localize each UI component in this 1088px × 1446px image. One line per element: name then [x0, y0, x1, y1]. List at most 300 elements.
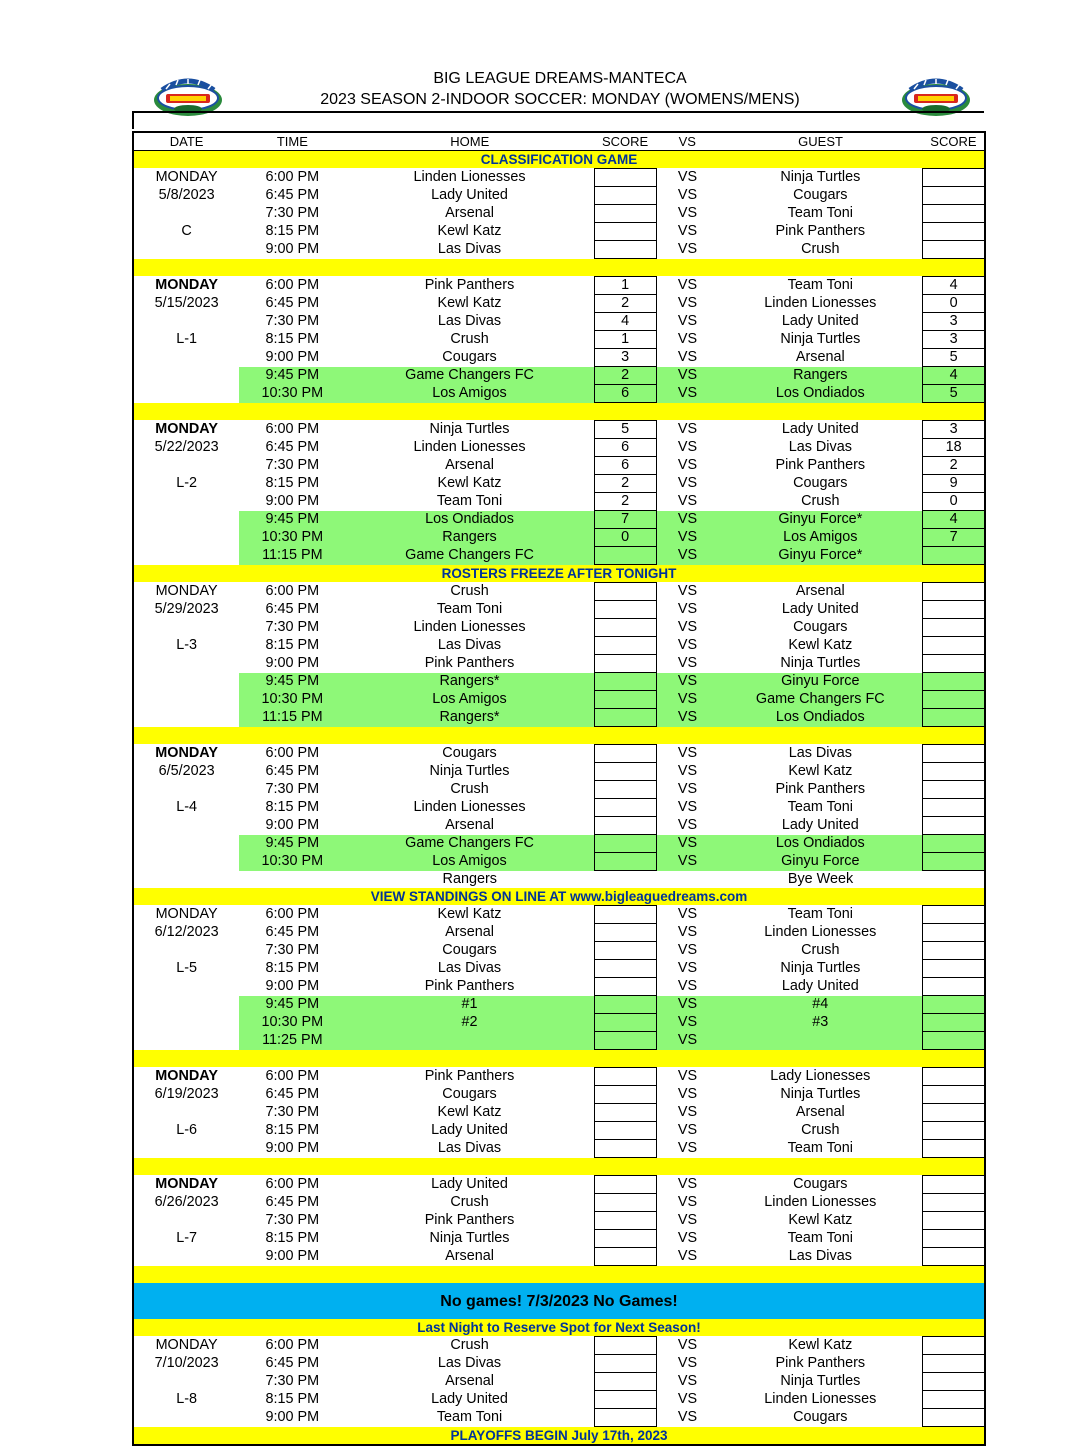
- game-row: [133, 655, 985, 673]
- spacer-cell: [133, 1266, 985, 1284]
- home-score: [594, 1212, 656, 1230]
- guest-score: 3: [923, 421, 985, 439]
- guest-score: [923, 205, 985, 223]
- home-score: [594, 1032, 656, 1050]
- guest-team: Ninja Turtles: [780, 655, 861, 671]
- home-team: Pink Panthers: [424, 1068, 515, 1084]
- date-cell: MONDAY: [155, 745, 218, 761]
- vs-label: VS: [677, 817, 698, 833]
- vs-label: VS: [656, 367, 718, 385]
- home-team: Crush: [450, 781, 489, 797]
- guest-score: 0: [923, 493, 985, 511]
- home-score: [594, 583, 656, 601]
- game-row: [133, 1176, 985, 1194]
- date-cell: [133, 457, 239, 475]
- guest-score: [923, 853, 985, 871]
- time-cell: 9:00 PM: [265, 817, 320, 833]
- game-row: [133, 277, 985, 295]
- game-row: [133, 1248, 985, 1266]
- vs-label: VS: [677, 799, 698, 815]
- date-cell: [133, 205, 239, 223]
- date-cell: L-4: [176, 799, 198, 815]
- date-cell: [133, 511, 239, 529]
- home-team: Crush: [450, 331, 489, 347]
- home-team: Kewl Katz: [437, 906, 502, 922]
- home-team: Arsenal: [445, 1373, 494, 1389]
- date-cell: MONDAY: [155, 1068, 218, 1084]
- time-cell: 9:00 PM: [265, 1248, 320, 1264]
- guest-score: [923, 1068, 985, 1086]
- header-guest: GUEST: [718, 132, 922, 151]
- game-row: [133, 385, 985, 403]
- vs-label: VS: [677, 924, 698, 940]
- guest-team: [718, 1032, 922, 1050]
- banner-row: [133, 151, 985, 169]
- guest-team: Linden Lionesses: [764, 1194, 877, 1210]
- date-cell: [133, 673, 239, 691]
- guest-score: [923, 637, 985, 655]
- guest-team: Team Toni: [787, 205, 853, 221]
- guest-team: Pink Panthers: [775, 457, 866, 473]
- home-team: Ninja Turtles: [429, 763, 510, 779]
- guest-score: [923, 673, 985, 691]
- game-row: [133, 367, 985, 385]
- vs-label: VS: [677, 1212, 698, 1228]
- guest-team: Crush: [801, 1122, 840, 1138]
- home-score: [594, 619, 656, 637]
- guest-team: Team Toni: [787, 1230, 853, 1246]
- guest-team: Las Divas: [788, 1248, 852, 1264]
- guest-team: Kewl Katz: [788, 1337, 853, 1353]
- guest-score: 0: [923, 295, 985, 313]
- time-cell: 7:30 PM: [265, 1104, 320, 1120]
- home-team: Pink Panthers: [424, 277, 515, 293]
- guest-score: [923, 924, 985, 942]
- home-score: [594, 871, 656, 889]
- date-cell: 6/19/2023: [154, 1086, 219, 1102]
- game-row: [133, 1194, 985, 1212]
- date-cell: 7/10/2023: [154, 1355, 219, 1371]
- game-row: [133, 439, 985, 457]
- home-score: [594, 942, 656, 960]
- time-cell: 7:30 PM: [265, 205, 320, 221]
- home-team: Linden Lionesses: [413, 619, 526, 635]
- date-cell: [133, 313, 239, 331]
- guest-team: Las Divas: [788, 439, 852, 455]
- home-team: Kewl Katz: [437, 295, 502, 311]
- guest-score: 9: [923, 475, 985, 493]
- game-row: [133, 1391, 985, 1409]
- guest-team: Cougars: [793, 619, 848, 635]
- home-score: 0: [594, 529, 656, 547]
- guest-score: [923, 978, 985, 996]
- banner-text: VIEW STANDINGS ON LINE AT www.bigleaguedreams.com: [133, 888, 985, 906]
- home-team: Game Changers FC: [345, 547, 594, 565]
- time-cell: 6:45 PM: [265, 187, 320, 203]
- vs-label: VS: [656, 673, 718, 691]
- game-row: [133, 1122, 985, 1140]
- date-cell: [133, 996, 239, 1014]
- guest-team: Ginyu Force*: [718, 511, 922, 529]
- date-cell: L-3: [176, 637, 198, 653]
- game-row: [133, 906, 985, 924]
- date-cell: [133, 385, 239, 403]
- time-cell: 7:30 PM: [265, 457, 320, 473]
- vs-label: VS: [656, 1014, 718, 1032]
- time-cell: 8:15 PM: [265, 1122, 320, 1138]
- home-score: [594, 781, 656, 799]
- vs-label: VS: [656, 1032, 718, 1050]
- date-cell: MONDAY: [155, 277, 218, 293]
- date-cell: [133, 871, 239, 889]
- home-team: Linden Lionesses: [413, 799, 526, 815]
- time-cell: 7:30 PM: [265, 1212, 320, 1228]
- time-cell: 10:30 PM: [239, 1014, 345, 1032]
- time-cell: 7:30 PM: [265, 313, 320, 329]
- vs-label: VS: [656, 709, 718, 727]
- home-team: Arsenal: [445, 817, 494, 833]
- date-cell: L-8: [176, 1391, 198, 1407]
- vs-label: VS: [677, 205, 698, 221]
- home-team: Ninja Turtles: [429, 421, 510, 437]
- home-score: 6: [594, 385, 656, 403]
- vs-label: VS: [677, 493, 698, 509]
- guest-score: [923, 691, 985, 709]
- home-score: [594, 1122, 656, 1140]
- game-row: [133, 223, 985, 241]
- spacer-cell: [133, 727, 985, 745]
- home-team: Team Toni: [436, 493, 503, 509]
- header-time: TIME: [239, 132, 345, 151]
- vs-label: VS: [677, 313, 698, 329]
- home-score: [594, 817, 656, 835]
- game-row: [133, 1014, 985, 1032]
- date-cell: [133, 349, 239, 367]
- home-score: 7: [594, 511, 656, 529]
- guest-team: Las Divas: [788, 745, 852, 761]
- home-team: Game Changers FC: [345, 367, 594, 385]
- game-row: [133, 421, 985, 439]
- home-score: [594, 1409, 656, 1427]
- guest-score: [923, 1086, 985, 1104]
- time-cell: 6:45 PM: [265, 601, 320, 617]
- home-team: Rangers: [345, 529, 594, 547]
- vs-label: VS: [677, 1086, 698, 1102]
- home-team: Rangers*: [345, 709, 594, 727]
- guest-score: 7: [923, 529, 985, 547]
- home-team: Game Changers FC: [345, 835, 594, 853]
- home-team: Linden Lionesses: [413, 439, 526, 455]
- guest-score: [923, 906, 985, 924]
- date-cell: [133, 817, 239, 835]
- vs-label: VS: [656, 385, 718, 403]
- date-cell: 6/5/2023: [158, 763, 215, 779]
- home-score: 5: [594, 421, 656, 439]
- date-cell: [133, 493, 239, 511]
- home-score: [594, 1355, 656, 1373]
- vs-label: VS: [677, 439, 698, 455]
- home-score: 2: [594, 295, 656, 313]
- home-score: 6: [594, 439, 656, 457]
- guest-score: [923, 781, 985, 799]
- vs-label: VS: [677, 421, 698, 437]
- banner-text: No games! 7/3/2023 No Games!: [133, 1283, 985, 1319]
- date-cell: [133, 619, 239, 637]
- date-cell: [133, 529, 239, 547]
- schedule-body: [133, 151, 985, 1446]
- date-cell: MONDAY: [155, 169, 218, 185]
- home-score: 4: [594, 313, 656, 331]
- time-cell: 6:45 PM: [265, 763, 320, 779]
- time-cell: 7:30 PM: [265, 1373, 320, 1389]
- time-cell: 11:15 PM: [239, 547, 345, 565]
- home-score: [594, 1373, 656, 1391]
- guest-team: Team Toni: [787, 906, 853, 922]
- guest-score: [923, 817, 985, 835]
- guest-score: [923, 1176, 985, 1194]
- vs-label: VS: [656, 547, 718, 565]
- guest-team: Crush: [801, 241, 840, 257]
- time-cell: 7:30 PM: [265, 619, 320, 635]
- date-cell: MONDAY: [155, 1176, 218, 1192]
- time-cell: 6:45 PM: [265, 439, 320, 455]
- home-team: Los Ondiados: [345, 511, 594, 529]
- home-score: [594, 1391, 656, 1409]
- game-row: [133, 835, 985, 853]
- guest-team: Kewl Katz: [788, 763, 853, 779]
- game-row: [133, 619, 985, 637]
- home-score: [594, 205, 656, 223]
- guest-score: [923, 169, 985, 187]
- time-cell: 6:00 PM: [265, 906, 320, 922]
- home-team: Linden Lionesses: [413, 169, 526, 185]
- vs-label: [656, 871, 718, 889]
- guest-team: #4: [718, 996, 922, 1014]
- game-row: [133, 583, 985, 601]
- guest-score: [923, 1212, 985, 1230]
- date-cell: [133, 1212, 239, 1230]
- date-cell: [133, 1104, 239, 1122]
- guest-team: Team Toni: [787, 1140, 853, 1156]
- guest-score: 2: [923, 457, 985, 475]
- time-cell: 6:45 PM: [265, 1086, 320, 1102]
- date-cell: [133, 835, 239, 853]
- guest-team: Kewl Katz: [788, 1212, 853, 1228]
- game-row: [133, 295, 985, 313]
- game-row: [133, 349, 985, 367]
- spacer-row: [133, 403, 985, 421]
- vs-label: VS: [656, 511, 718, 529]
- home-team: Las Divas: [437, 313, 502, 329]
- time-cell: 10:30 PM: [239, 691, 345, 709]
- time-cell: 8:15 PM: [265, 331, 320, 347]
- guest-score: 18: [923, 439, 985, 457]
- spacer-cell: [133, 403, 985, 421]
- home-score: [594, 241, 656, 259]
- guest-team: Lady United: [781, 313, 859, 329]
- home-team: Las Divas: [437, 637, 502, 653]
- home-team: Lady United: [431, 1176, 508, 1192]
- vs-label: VS: [677, 1140, 698, 1156]
- game-row: [133, 511, 985, 529]
- guest-team: Ninja Turtles: [780, 1086, 861, 1102]
- date-cell: [133, 655, 239, 673]
- time-cell: 6:00 PM: [265, 421, 320, 437]
- banner-row: [133, 565, 985, 583]
- guest-team: Los Ondiados: [718, 709, 922, 727]
- date-cell: [133, 942, 239, 960]
- guest-team: #3: [718, 1014, 922, 1032]
- home-score: [594, 1140, 656, 1158]
- guest-score: [923, 1104, 985, 1122]
- game-row: [133, 1355, 985, 1373]
- guest-score: [923, 187, 985, 205]
- banner-text: Last Night to Reserve Spot for Next Season!: [133, 1319, 985, 1337]
- vs-label: VS: [677, 277, 698, 293]
- home-team: Pink Panthers: [424, 655, 515, 671]
- guest-team: Pink Panthers: [775, 223, 866, 239]
- time-cell: 10:30 PM: [239, 529, 345, 547]
- home-team: Cougars: [442, 1086, 497, 1102]
- vs-label: VS: [677, 1355, 698, 1371]
- home-score: [594, 691, 656, 709]
- guest-team: Ninja Turtles: [780, 169, 861, 185]
- page-subtitle: 2023 SEASON 2-INDOOR SOCCER: MONDAY (WOMENS/MENS): [320, 91, 800, 108]
- home-score: 3: [594, 349, 656, 367]
- time-cell: 10:30 PM: [239, 853, 345, 871]
- vs-label: VS: [677, 1230, 698, 1246]
- home-score: [594, 1176, 656, 1194]
- vs-label: VS: [677, 906, 698, 922]
- home-score: [594, 637, 656, 655]
- date-cell: [133, 1248, 239, 1266]
- home-team: Team Toni: [436, 601, 503, 617]
- home-score: [594, 673, 656, 691]
- guest-score: [923, 942, 985, 960]
- game-row: [133, 978, 985, 996]
- home-team: Las Divas: [437, 1355, 502, 1371]
- home-team: Rangers*: [345, 673, 594, 691]
- header-guest-score: SCORE: [923, 132, 985, 151]
- home-score: [594, 223, 656, 241]
- time-cell: 6:00 PM: [265, 583, 320, 599]
- date-cell: L-2: [176, 475, 198, 491]
- home-score: [594, 1248, 656, 1266]
- guest-team: Cougars: [793, 187, 848, 203]
- game-row: [133, 673, 985, 691]
- time-cell: 9:00 PM: [265, 978, 320, 994]
- game-row: [133, 1230, 985, 1248]
- home-team: Arsenal: [445, 457, 494, 473]
- guest-team: Ninja Turtles: [780, 960, 861, 976]
- game-row: [133, 313, 985, 331]
- game-row: [133, 942, 985, 960]
- vs-label: VS: [677, 457, 698, 473]
- guest-score: [923, 1337, 985, 1355]
- guest-team: Lady United: [781, 421, 859, 437]
- guest-score: [923, 709, 985, 727]
- home-team: Kewl Katz: [437, 223, 502, 239]
- vs-label: VS: [656, 996, 718, 1014]
- game-row: [133, 1086, 985, 1104]
- guest-team: Arsenal: [795, 349, 845, 365]
- time-cell: 9:45 PM: [239, 996, 345, 1014]
- time-cell: 11:25 PM: [239, 1032, 345, 1050]
- game-row: [133, 241, 985, 259]
- guest-score: [923, 1230, 985, 1248]
- home-score: [594, 1104, 656, 1122]
- date-cell: MONDAY: [155, 583, 218, 599]
- date-cell: [133, 367, 239, 385]
- guest-score: [923, 1122, 985, 1140]
- home-score: [594, 1014, 656, 1032]
- game-row: [133, 493, 985, 511]
- vs-label: VS: [677, 187, 698, 203]
- home-score: [594, 1337, 656, 1355]
- date-cell: [133, 1032, 239, 1050]
- banner-row: [133, 1283, 985, 1319]
- guest-team: Linden Lionesses: [764, 295, 877, 311]
- vs-label: VS: [677, 223, 698, 239]
- home-team: [345, 1032, 594, 1050]
- game-row: [133, 1337, 985, 1355]
- home-team: Los Amigos: [345, 853, 594, 871]
- guest-team: Linden Lionesses: [764, 924, 877, 940]
- home-team: Los Amigos: [345, 691, 594, 709]
- vs-label: VS: [677, 295, 698, 311]
- time-cell: 6:00 PM: [265, 1068, 320, 1084]
- time-cell: 8:15 PM: [265, 799, 320, 815]
- home-team: Cougars: [442, 349, 497, 365]
- time-cell: 8:15 PM: [265, 960, 320, 976]
- guest-team: Cougars: [793, 475, 848, 491]
- time-cell: 9:45 PM: [239, 673, 345, 691]
- banner-row: [133, 1427, 985, 1446]
- header-date: DATE: [133, 132, 239, 151]
- home-team: Team Toni: [436, 1409, 503, 1425]
- date-cell: 6/26/2023: [154, 1194, 219, 1210]
- vs-label: VS: [656, 691, 718, 709]
- home-team: Arsenal: [445, 205, 494, 221]
- home-score: [594, 1230, 656, 1248]
- date-cell: 5/15/2023: [154, 295, 219, 311]
- guest-team: Los Ondiados: [718, 385, 922, 403]
- home-team: #1: [345, 996, 594, 1014]
- time-cell: 9:00 PM: [265, 241, 320, 257]
- home-score: 6: [594, 457, 656, 475]
- time-cell: 8:15 PM: [265, 223, 320, 239]
- spacer-row: [133, 1158, 985, 1176]
- home-score: [594, 853, 656, 871]
- date-cell: L-6: [176, 1122, 198, 1138]
- guest-score: [923, 1194, 985, 1212]
- header-home: HOME: [345, 132, 594, 151]
- guest-score: [923, 583, 985, 601]
- guest-team: Rangers: [718, 367, 922, 385]
- game-row: [133, 763, 985, 781]
- vs-label: VS: [677, 619, 698, 635]
- home-score: 1: [594, 331, 656, 349]
- header-vs: VS: [656, 132, 718, 151]
- title-rule: [134, 111, 984, 113]
- home-team: Arsenal: [445, 1248, 494, 1264]
- game-row: [133, 781, 985, 799]
- time-cell: 6:45 PM: [265, 1355, 320, 1371]
- vs-label: VS: [677, 1194, 698, 1210]
- home-score: [594, 906, 656, 924]
- home-team: Crush: [450, 583, 489, 599]
- guest-team: Cougars: [793, 1409, 848, 1425]
